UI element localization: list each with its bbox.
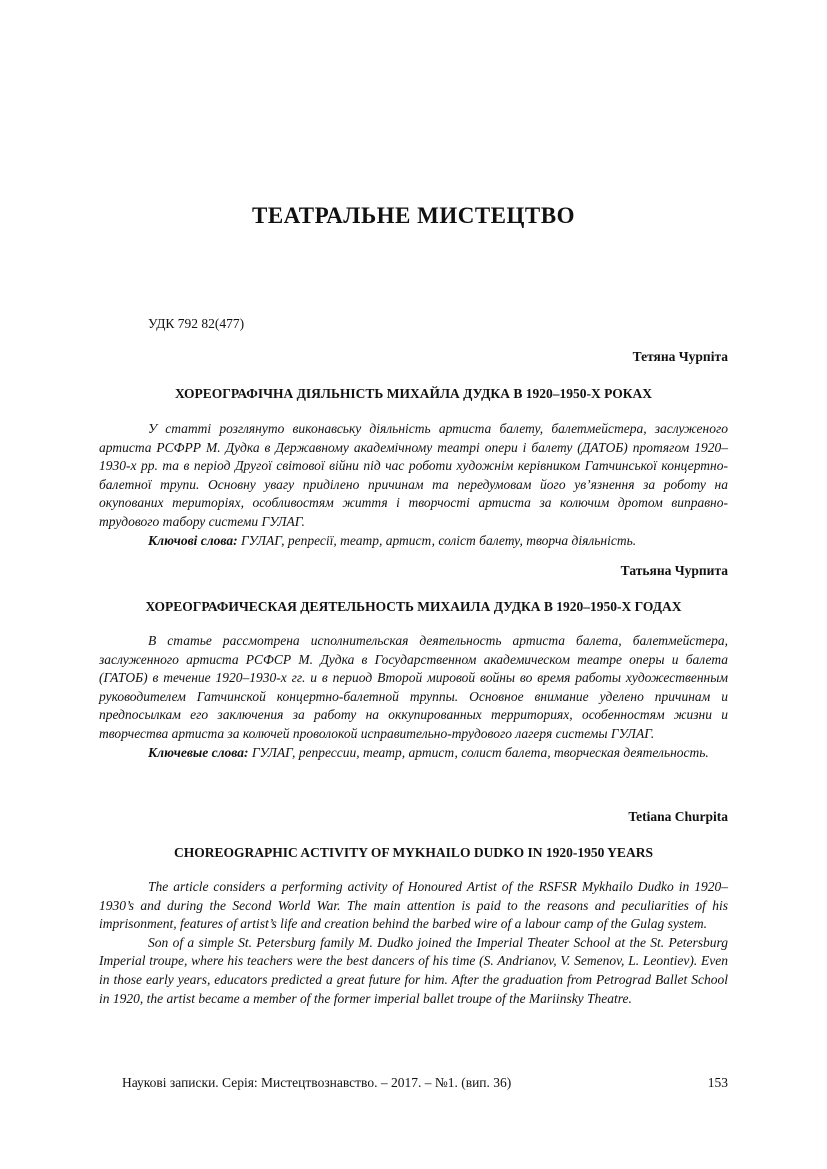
abstract-text-ukrainian: У статті розглянуто виконавську діяльність артиста балету, балетмейстера, заслуженого артиста РСФРР М. Дудка в Державному академічному театрі опери і балету (ДАТОБ) протягом 1920–1930-х рр. та в період Другої світової війни під час роботи художнім керівником Гатчинської концертно-балетної трупи. Основну увагу приділено причинам та передумовам його ув’язнення за роботу на окупованих територіях, особливостям життя і творчості артиста за колючим дротом виправно-трудового табору системи ГУЛАГ. [99, 421, 728, 529]
keywords-ukrainian [99, 532, 728, 551]
abstract-russian [99, 632, 728, 762]
abstract-english [99, 878, 728, 1008]
keywords-text: ГУЛАГ, репресії, театр, артист, соліст балету, творча діяльність. [237, 532, 637, 548]
keywords-label: Ключові слова: [148, 532, 238, 548]
article-title-english: CHOREOGRAPHIC ACTIVITY OF MYKHAILO DUDKO IN 1920-1950 YEARS [174, 845, 653, 860]
keywords-russian [99, 744, 728, 763]
section-title: ТЕАТРАЛЬНЕ МИСТЕЦТВО [251, 203, 575, 228]
author-ukrainian: Тетяна Чурпіта [632, 349, 728, 364]
article-title-russian: ХОРЕОГРАФИЧЕСКАЯ ДЕЯТЕЛЬНОСТЬ МИХАИЛА ДУДКА В 1920–1950-Х ГОДАХ [145, 599, 682, 614]
abstract-ukrainian [99, 420, 728, 550]
author-english: Tetiana Churpita [628, 809, 728, 824]
footer-journal-info: Наукові записки. Серія: Мистецтвознавство. – 2017. – №1. (вип. 36) [122, 1075, 512, 1090]
udk-code: УДК 792 82(477) [148, 316, 245, 331]
keywords-label: Ключевые слова: [148, 744, 249, 760]
abstract-text-english: The article considers a performing activity of Honoured Artist of the RSFSR Mykhailo Dudko in 1920–1930’s and during the Second World War. The main attention is paid to the reasons and peculiarities of his imprisonment, features of artist’s life and creation behind the barbed wire of a labour camp of the Gulag system. [99, 879, 728, 932]
page-number: 153 [707, 1075, 728, 1090]
author-russian: Татьяна Чурпита [620, 563, 728, 578]
body-paragraph-english: Son of a simple St. Petersburg family M. Dudko joined the Imperial Theater School at the St. Petersburg Imperial troupe, where his teachers were the best dancers of his time (S. Andrianov, V. Semenov, L. Leontiev). Even in those early years, educators predicted a great future for him. After the graduation from Petrograd Ballet School in 1920, the artist became a member of the former imperial ballet troupe of the Mariinsky Theatre. [99, 934, 728, 1006]
keywords-text: ГУЛАГ, репрессии, театр, артист, солист балета, творческая деятельность. [248, 744, 709, 760]
article-title-ukrainian: ХОРЕОГРАФІЧНА ДІЯЛЬНІСТЬ МИХАЙЛА ДУДКА В 1920–1950-Х РОКАХ [174, 386, 653, 401]
abstract-text-russian: В статье рассмотрена исполнительская деятельность артиста балета, балетмейстера, заслуженного артиста РСФСР М. Дудка в Государственном академическом театре оперы и балета (ГАТОБ) в течение 1920–1930-х гг. и в период Второй мировой войны во время работы художественным руководителем Гатчинской концертно-балетной труппы. Основное внимание уделено причинам и предпосылкам его заключения за работу на оккупированных территориях, особенностям жизни и творчества артиста за колючей проволокой исправительно-трудового лагеря системы ГУЛАГ. [99, 633, 728, 741]
